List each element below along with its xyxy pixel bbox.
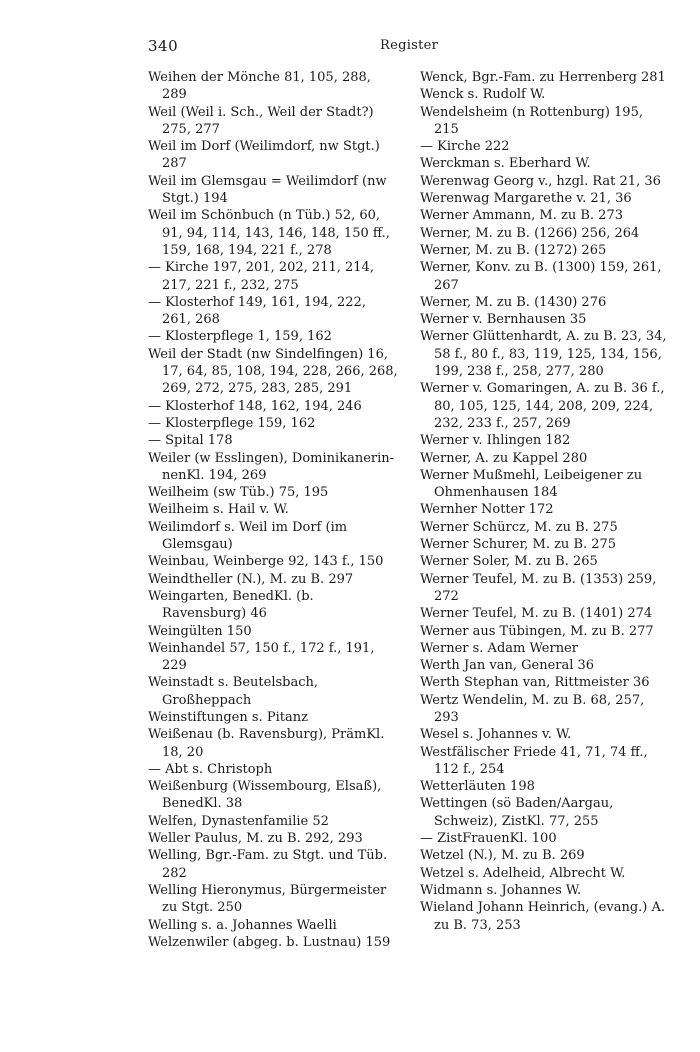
index-entry: Wenck, Bgr.-Fam. zu Herrenberg 281 — [420, 70, 666, 85]
index-entry: Werner v. Ihlingen 182 — [420, 433, 571, 449]
index-entry: Werenwag Margarethe v. 21, 36 — [420, 191, 632, 207]
index-entry: Welfen, Dynastenfamilie 52 — [148, 813, 329, 829]
index-entry: Werner, M. zu B. (1266) 256, 264 — [420, 225, 640, 241]
index-entry: Weingülten 150 — [148, 623, 252, 639]
index-entry: — Spital 178 — [148, 433, 233, 449]
index-entry: Werner Glüttenhardt, A. zu B. 23, 34, 58 f., 80 f., 83, 119, 125, 134, 156, 199, 238 f., 258, 277, 280 — [420, 329, 667, 380]
index-entry: Werner, M. zu B. (1430) 276 — [420, 294, 607, 310]
index-entry: Weinhandel 57, 150 f., 172 f., 191, 229 — [148, 640, 375, 674]
index-entry: Wetterläuten 198 — [420, 779, 535, 795]
index-entry: Weinstiftungen s. Pitanz — [148, 709, 308, 725]
index-entry: Wieland Johann Heinrich, (evang.) A. zu B. 73, 253 — [420, 900, 666, 933]
index-entry: Werner v. Gomaringen, A. zu B. 36 f., 80, 105, 125, 144, 208, 209, 224, 232, 233 f., 257, 269 — [420, 381, 665, 431]
index-entry: Weilheim s. Hail v. W. — [148, 502, 289, 518]
index-entry: Wettingen (sö Baden/Aargau, Schweiz), ZistKl. 77, 255 — [420, 796, 614, 829]
index-entry: Werner Ammann, M. zu B. 273 — [420, 208, 623, 224]
index-entry: Werner, M. zu B. (1272) 265 — [420, 242, 607, 258]
index-entry: Wenck s. Rudolf W. — [420, 87, 546, 103]
index-entry: Wernher Notter 172 — [420, 502, 554, 518]
index-entry: Werner Soler, M. zu B. 265 — [420, 554, 598, 570]
index-entry: Widmann s. Johannes W. — [420, 882, 582, 898]
index-entry: Werner v. Bernhausen 35 — [420, 312, 587, 328]
index-entry: Weil im Schönbuch (n Tüb.) 52, 60, 91, 94, 114, 143, 146, 148, 150 ff., 159, 168, 194, 221 f., 278 — [148, 208, 390, 258]
index-entry: Weinstadt s. Beutelsbach, Großheppach — [148, 675, 319, 708]
index-entry: Wesel s. Johannes v. W. — [420, 727, 572, 743]
index-entry: — Abt s. Christoph — [148, 761, 273, 777]
index-entry: Welling Hieronymus, Bürgermeister zu Stgt. 250 — [148, 882, 387, 916]
index-entry: Weihen der Mönche 81, 105, 288, 289 — [148, 70, 371, 103]
index-entry: Werenwag Georg v., hzgl. Rat 21, 36 — [420, 173, 661, 189]
index-entry: Werner Teufel, M. zu B. (1353) 259, 272 — [420, 571, 657, 604]
index-entry: Werner Mußmehl, Leibeigener zu Ohmenhausen 184 — [420, 467, 643, 501]
index-entry: Wetzel s. Adelheid, Albrecht W. — [420, 865, 626, 881]
index-entry: Werth Jan van, General 36 — [420, 658, 595, 674]
index-entry: Werner Schurer, M. zu B. 275 — [420, 537, 617, 553]
index-entry: Weingarten, BenedKl. (b. Ravensburg) 46 — [148, 588, 314, 622]
index-entry: Westfälischer Friede 41, 71, 74 ff., 112 f., 254 — [420, 744, 648, 777]
index-entry: Weller Paulus, M. zu B. 292, 293 — [148, 831, 363, 847]
index-entry: Weil (Weil i. Sch., Weil der Stadt?) 275, 277 — [148, 104, 374, 137]
index-entry: Werth Stephan van, Rittmeister 36 — [420, 675, 650, 691]
index-entry: Welzenwiler (abgeg. b. Lustnau) 159 — [148, 934, 391, 950]
index-entry: Weinbau, Weinberge 92, 143 f., 150 — [148, 554, 384, 570]
index-entry: Weißenau (b. Ravensburg), PrämKl. 18, 20 — [148, 727, 385, 760]
index-entry: — Kirche 197, 201, 202, 211, 214, 217, 221 f., 232, 275 — [148, 260, 374, 293]
index-entry: Weilimdorf s. Weil im Dorf (im Glemsgau) — [148, 519, 348, 553]
index-entry: — Klosterpflege 159, 162 — [148, 415, 316, 431]
index-entry: Weiler (w Esslingen), Dominikanerin-nenKl. 194, 269 — [148, 450, 395, 483]
index-entry: Werner s. Adam Werner — [420, 640, 578, 656]
index-entry: — Klosterpflege 1, 159, 162 — [148, 329, 332, 345]
index-entry: Werner Schürcz, M. zu B. 275 — [420, 519, 618, 535]
index-entry: Werner aus Tübingen, M. zu B. 277 — [420, 623, 654, 639]
index-entry: Weilheim (sw Tüb.) 75, 195 — [148, 485, 329, 501]
index-entry: Wertz Wendelin, M. zu B. 68, 257, 293 — [420, 692, 645, 725]
page-number: 340 — [148, 37, 179, 55]
index-entry: Werner Teufel, M. zu B. (1401) 274 — [420, 606, 653, 622]
index-entry: Weil der Stadt (nw Sindelfingen) 16, 17, 64, 85, 108, 194, 228, 266, 268, 269, 272, 275, 283, 285, 291 — [148, 346, 398, 397]
index-entry: Wendelsheim (n Rottenburg) 195, 215 — [420, 104, 643, 137]
index-entry: — ZistFrauenKl. 100 — [420, 831, 557, 847]
index-entry: Werner, A. zu Kappel 280 — [420, 450, 588, 466]
index-entry: Werner, Konv. zu B. (1300) 159, 261, 267 — [420, 260, 662, 293]
index-entry: — Klosterhof 148, 162, 194, 246 — [148, 398, 362, 414]
page-header — [148, 37, 668, 57]
index-entry: Welling, Bgr.-Fam. zu Stgt. und Tüb. 282 — [148, 848, 388, 881]
index-column-left — [148, 69, 398, 951]
index-entry: Welling s. a. Johannes Waelli — [148, 917, 337, 933]
index-entry: Weißenburg (Wissembourg, Elsaß), BenedKl. 38 — [148, 779, 382, 812]
index-entry: Wetzel (N.), M. zu B. 269 — [420, 848, 585, 864]
running-head: Register — [380, 38, 439, 53]
index-entry: Werckman s. Eberhard W. — [420, 156, 591, 172]
index-entry: Weil im Dorf (Weilimdorf, nw Stgt.) 287 — [148, 139, 380, 172]
index-entry: Weindtheller (N.), M. zu B. 297 — [148, 571, 354, 587]
index-entry: Weil im Glemsgau = Weilimdorf (nw Stgt.) 194 — [148, 173, 387, 207]
index-entry: — Klosterhof 149, 161, 194, 222, 261, 268 — [148, 294, 366, 328]
index-entry: — Kirche 222 — [420, 139, 510, 155]
index-column-right — [420, 69, 670, 934]
